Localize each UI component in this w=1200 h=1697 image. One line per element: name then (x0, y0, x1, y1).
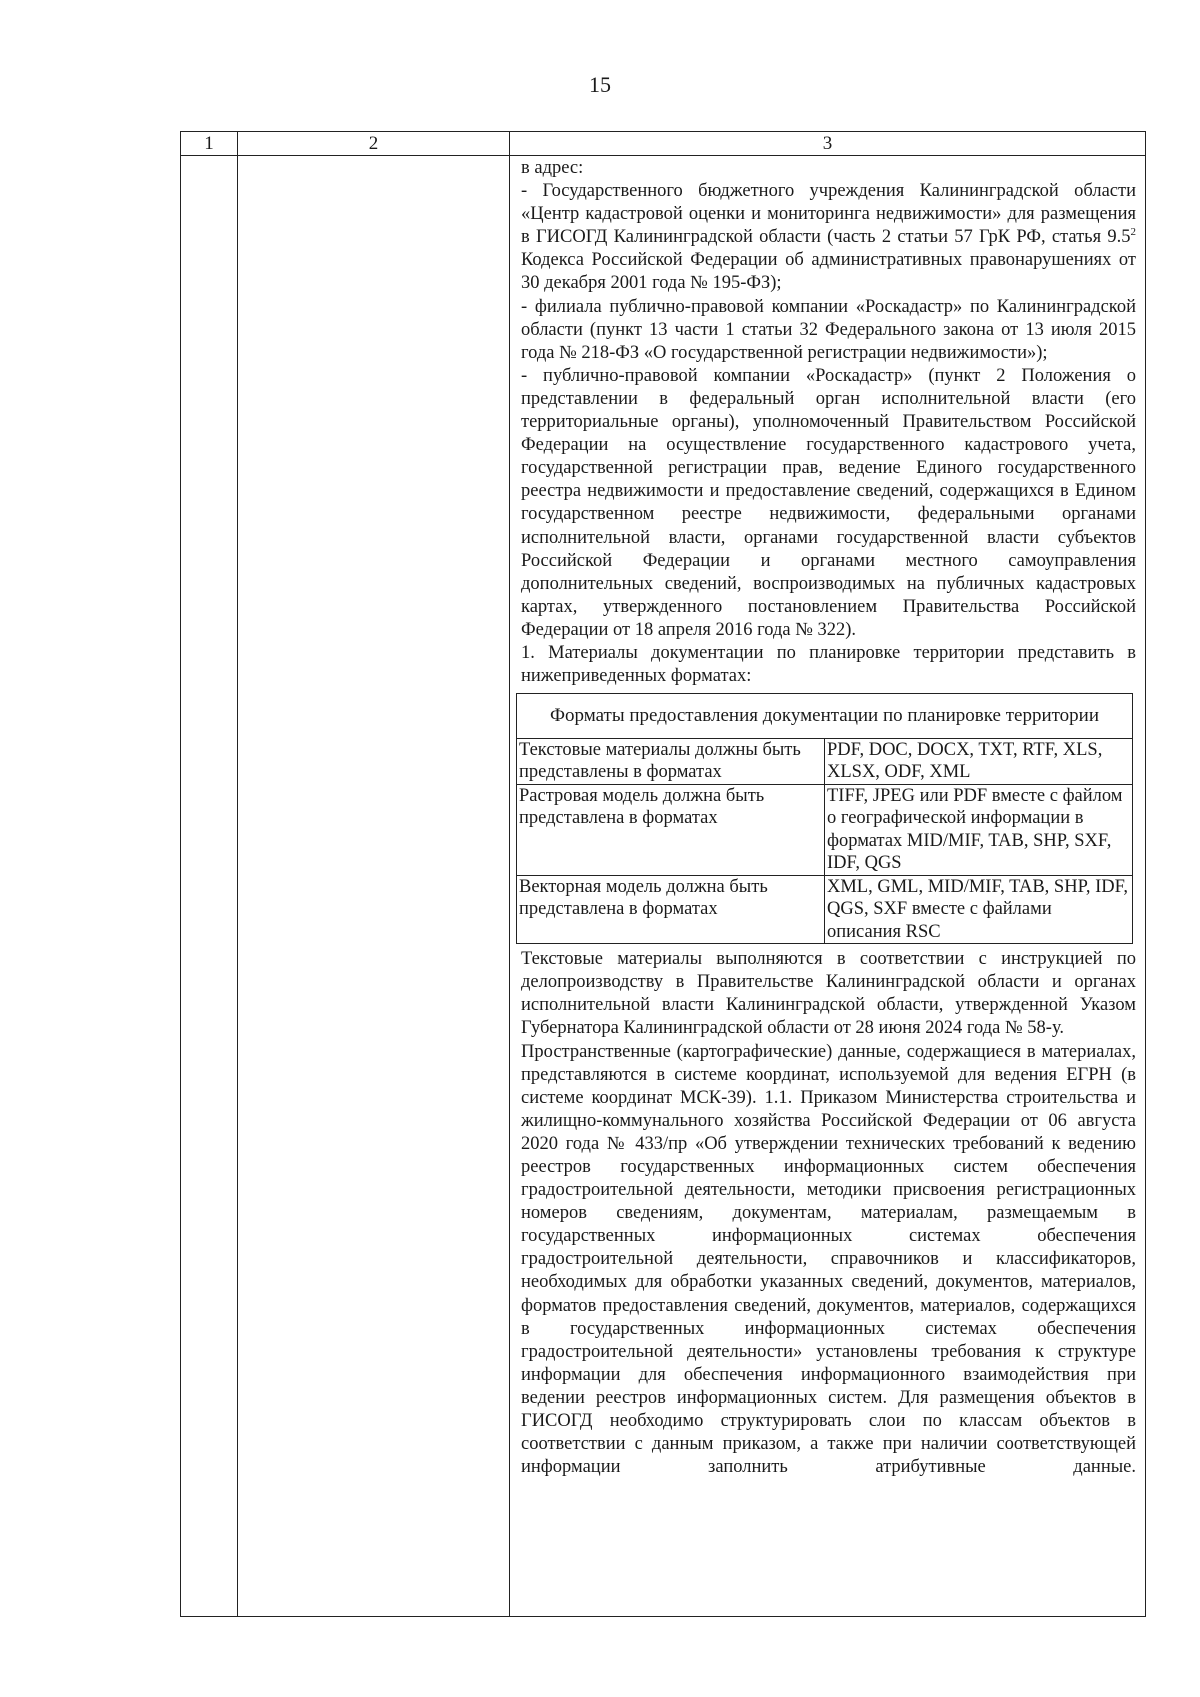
format-type-cell: Векторная модель должна быть представлена в форматах (517, 875, 825, 944)
formats-table-title-row (517, 694, 1133, 739)
cell-col-3 (510, 156, 1146, 1617)
format-type-cell: Текстовые материалы должны быть представлены в форматах (517, 738, 825, 784)
page-number: 15 (589, 72, 611, 97)
column-header-3: 3 (510, 132, 1146, 156)
cell-col-3-content (510, 156, 1145, 1616)
formats-table-row (517, 738, 1133, 784)
paragraph-formats-intro: 1. Материалы документации по планировке территории представить в нижеприведенных форматах: (521, 642, 1136, 687)
table-header-row (181, 132, 1146, 156)
formats-table (516, 693, 1133, 944)
requirements-table (180, 131, 1146, 1617)
paragraph-gbu-center-tail: Кодекса Российской Федерации об административных правонарушениях от 30 декабря 2001 года № 195-ФЗ); (521, 250, 1136, 294)
cell-col-2 (238, 156, 510, 1617)
format-type-cell: Растровая модель должна быть представлена в форматах (517, 784, 825, 875)
cell-col-1 (181, 156, 238, 1617)
formats-table-row (517, 784, 1133, 875)
column-header-1: 1 (181, 132, 238, 156)
format-list-cell: XML, GML, MID/MIF, TAB, SHP, IDF, QGS, SXF вместе с файлами описания RSC (825, 875, 1133, 944)
format-list-cell: TIFF, JPEG или PDF вместе с файлом о географической информации в форматах MID/MIF, TAB, SHP, SXF, IDF, QGS (825, 784, 1133, 875)
formats-table-row (517, 875, 1133, 944)
paragraph-spatial-data: Пространственные (картографические) данные, содержащиеся в материалах, представляются в системе координат, используемой для ведения ЕГРН (в системе координат МСК-39). 1.1. Приказом Министерства строительства и жилищно-коммунального хозяйства Российской Федерации от 06 августа 2020 года № 433/пр «Об утверждении технических требований к ведению реестров государственных информационных систем обеспечения градостроительной деятельности, методики присвоения регистрационных номеров сведениям, документам, материалам, размещаемым в государственных информационных системах обеспечения градостроительной деятельности, справочников и классификаторов, необходимых для обработки указанных сведений, документов, материалов, форматов предоставления сведений, документов, материалов, содержащихся в государственных информационных системах обеспечения градостроительной деятельности» установлены требования к структуре информации для обеспечения информационного взаимодействия при ведении реестров информационных систем. Для размещения объектов в ГИСОГД необходимо структурировать слои по классам объектов в соответствии с данным приказом, а также при наличии соответствующей информации заполнить атрибутивные данные. (521, 1041, 1136, 1478)
column-header-2: 2 (238, 132, 510, 156)
formats-table-title: Форматы предоставления документации по планировке территории (517, 694, 1133, 739)
paragraph-address-intro: в адрес: (521, 158, 584, 178)
paragraph-gbu-center-text: - Государственного бюджетного учреждения Калининградской области «Центр кадастровой оценки и мониторинга недвижимости» для размещения в ГИСОГД Калининградской области (часть 2 статьи 57 ГрК РФ, статья 9.5 (521, 181, 1136, 248)
format-list-cell: PDF, DOC, DOCX, TXT, RTF, XLS, XLSX, ODF, XML (825, 738, 1133, 784)
paragraph-text-materials: Текстовые материалы выполняются в соответствии с инструкцией по делопроизводству в Правительстве Калининградской области и органах исполнительной власти Калининградской области, утвержденной Указом Губернатора Калининградской области от 28 июня 2024 года № 58-у. (521, 949, 1136, 1039)
paragraph-roskadastr-branch: - филиала публично-правовой компании «Роскадастр» по Калининградской области (пункт 13 части 1 статьи 32 Федерального закона от 13 июля 2015 года № 218-ФЗ «О государственной регистрации недвижимости»); (521, 296, 1136, 363)
paragraph-gbu-center (521, 180, 1136, 295)
superscript-2: 2 (1130, 226, 1136, 239)
table-body-row (181, 156, 1146, 1617)
paragraph-roskadastr: - публично-правовой компании «Роскадастр» (пункт 2 Положения о представлении в федеральный орган исполнительной власти (его территориальные органы), уполномоченный Правительством Российской Федерации на осуществление государственного кадастрового учета, государственной регистрации прав, ведение Единого государственного реестра недвижимости и предоставление сведений, содержащихся в Едином государственном реестре недвижимости, федеральными органами исполнительной власти, органами государственной власти субъектов Российской Федерации и органами местного самоуправления дополнительных сведений, воспроизводимых на публичных кадастровых картах, утвержденного постановлением Правительства Российской Федерации от 18 апреля 2016 года № 322). (521, 365, 1136, 640)
